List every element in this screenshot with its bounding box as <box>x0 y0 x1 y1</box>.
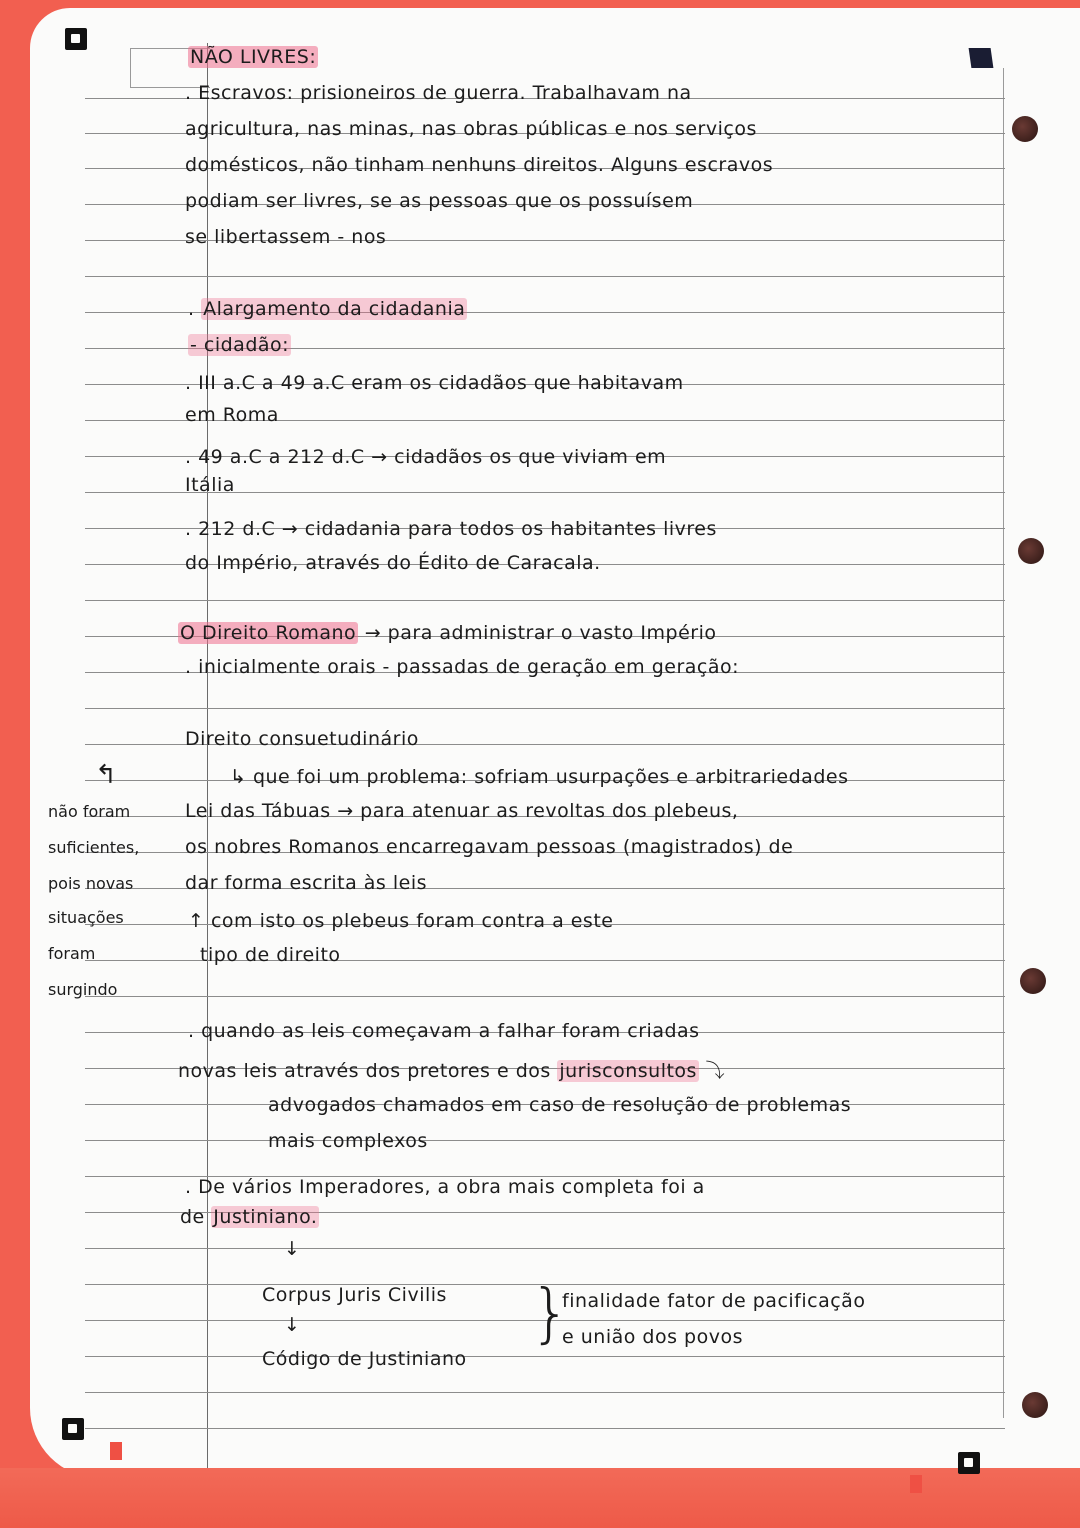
margin-note-line: foram <box>48 944 96 963</box>
brace-icon: } <box>530 1277 571 1351</box>
text-line: podiam ser livres, se as pessoas que os possuísem <box>185 190 694 212</box>
section-heading <box>178 622 716 644</box>
corner-marker-icon <box>65 28 87 50</box>
margin-note-line: surgindo <box>48 980 118 999</box>
down-arrow-icon: ↓ <box>284 1314 301 1336</box>
binder-hole <box>1018 538 1044 564</box>
rule-line <box>85 1356 1005 1357</box>
term-corpus-juris-civilis: Corpus Juris Civilis <box>262 1284 447 1306</box>
text-line: dar forma escrita às leis <box>185 872 428 894</box>
text-line: Lei das Tábuas → para atenuar as revoltas dos plebeus, <box>185 800 739 822</box>
curved-down-arrow-icon: ⤵ <box>705 1060 726 1082</box>
text-line: ↳ que foi um problema: sofriam usurpações e arbitrariedades <box>230 766 849 788</box>
binder-hole <box>1012 116 1038 142</box>
rule-line <box>85 1248 1005 1249</box>
text-line: . inicialmente orais - passadas de geração em geração: <box>185 656 740 678</box>
margin-note-line: não foram <box>48 802 131 821</box>
text-line: se libertassem - nos <box>185 226 387 248</box>
text-line: . 212 d.C → cidadania para todos os habitantes livres <box>185 518 717 540</box>
text-line: domésticos, não tinham nenhuns direitos. Alguns escravos <box>185 154 774 176</box>
text-line: advogados chamados em caso de resolução de problemas <box>268 1094 852 1116</box>
text-line: e união dos povos <box>562 1326 743 1348</box>
subheading-cidadao <box>188 334 291 356</box>
text-line: do Império, através do Édito de Caracala. <box>185 552 601 574</box>
curved-arrow-icon: ↰ <box>95 760 118 790</box>
rule-line <box>85 1392 1005 1393</box>
down-arrow-icon: ↓ <box>284 1238 301 1260</box>
text-line: em Roma <box>185 404 279 426</box>
margin-note-line: suficientes, <box>48 838 140 857</box>
margin-note-line: pois novas <box>48 874 134 893</box>
heading-nao-livres: NÃO LIVRES: <box>190 46 317 68</box>
corner-marker-icon <box>958 1452 980 1474</box>
text-line <box>178 1056 725 1083</box>
red-square-marker <box>910 1475 922 1493</box>
text-line: Itália <box>185 474 235 496</box>
section-heading <box>188 298 467 320</box>
text-segment: novas leis através dos pretores e dos <box>178 1060 551 1082</box>
term-justiniano: Justiniano. <box>213 1206 318 1228</box>
text-line: mais complexos <box>268 1130 428 1152</box>
rule-line <box>85 600 1005 601</box>
text-line: . De vários Imperadores, a obra mais completa foi a <box>185 1176 705 1198</box>
heading-direito-romano: O Direito Romano <box>180 622 357 644</box>
text-line: . Escravos: prisioneiros de guerra. Trabalhavam na <box>185 82 692 104</box>
rule-line <box>85 1428 1005 1429</box>
red-square-marker <box>110 1442 122 1460</box>
text-segment: de <box>180 1206 205 1228</box>
heading-alargamento-cidadania: Alargamento da cidadania <box>203 298 466 320</box>
text-line: finalidade fator de pacificação <box>562 1290 866 1312</box>
section-heading <box>188 46 318 68</box>
text-line: agricultura, nas minas, nas obras públicas e nos serviços <box>185 118 757 140</box>
rule-line <box>85 276 1005 277</box>
term-codigo-justiniano: Código de Justiniano <box>262 1348 467 1370</box>
corner-marker-icon <box>62 1418 84 1440</box>
text-line: . quando as leis começavam a falhar foram criadas <box>188 1020 700 1042</box>
margin-note-line: situações <box>48 908 124 927</box>
term-jurisconsultos: jurisconsultos <box>559 1060 697 1082</box>
rule-line <box>85 1140 1005 1141</box>
rule-line <box>85 996 1005 997</box>
heading-consuetudinario: Direito consuetudinário <box>185 728 419 750</box>
text-line <box>180 1206 319 1228</box>
subheading-text: - cidadão: <box>190 334 290 356</box>
text-line: . III a.C a 49 a.C eram os cidadãos que habitavam <box>185 372 684 394</box>
text-line: . 49 a.C a 212 d.C → cidadãos os que viviam em <box>185 446 667 468</box>
margin-line <box>207 43 208 1478</box>
text-line: tipo de direito <box>200 944 341 966</box>
binder-hole <box>1020 968 1046 994</box>
bullet: . <box>188 298 195 320</box>
right-margin-line <box>1003 68 1004 1418</box>
rule-line <box>85 708 1005 709</box>
binder-tab-marker <box>969 48 994 68</box>
text-line: os nobres Romanos encarregavam pessoas (magistrados) de <box>185 836 794 858</box>
heading-suffix: → para administrar o vasto Império <box>364 622 717 644</box>
binder-hole <box>1022 1392 1048 1418</box>
text-line: ↑ com isto os plebeus foram contra a este <box>188 910 614 932</box>
